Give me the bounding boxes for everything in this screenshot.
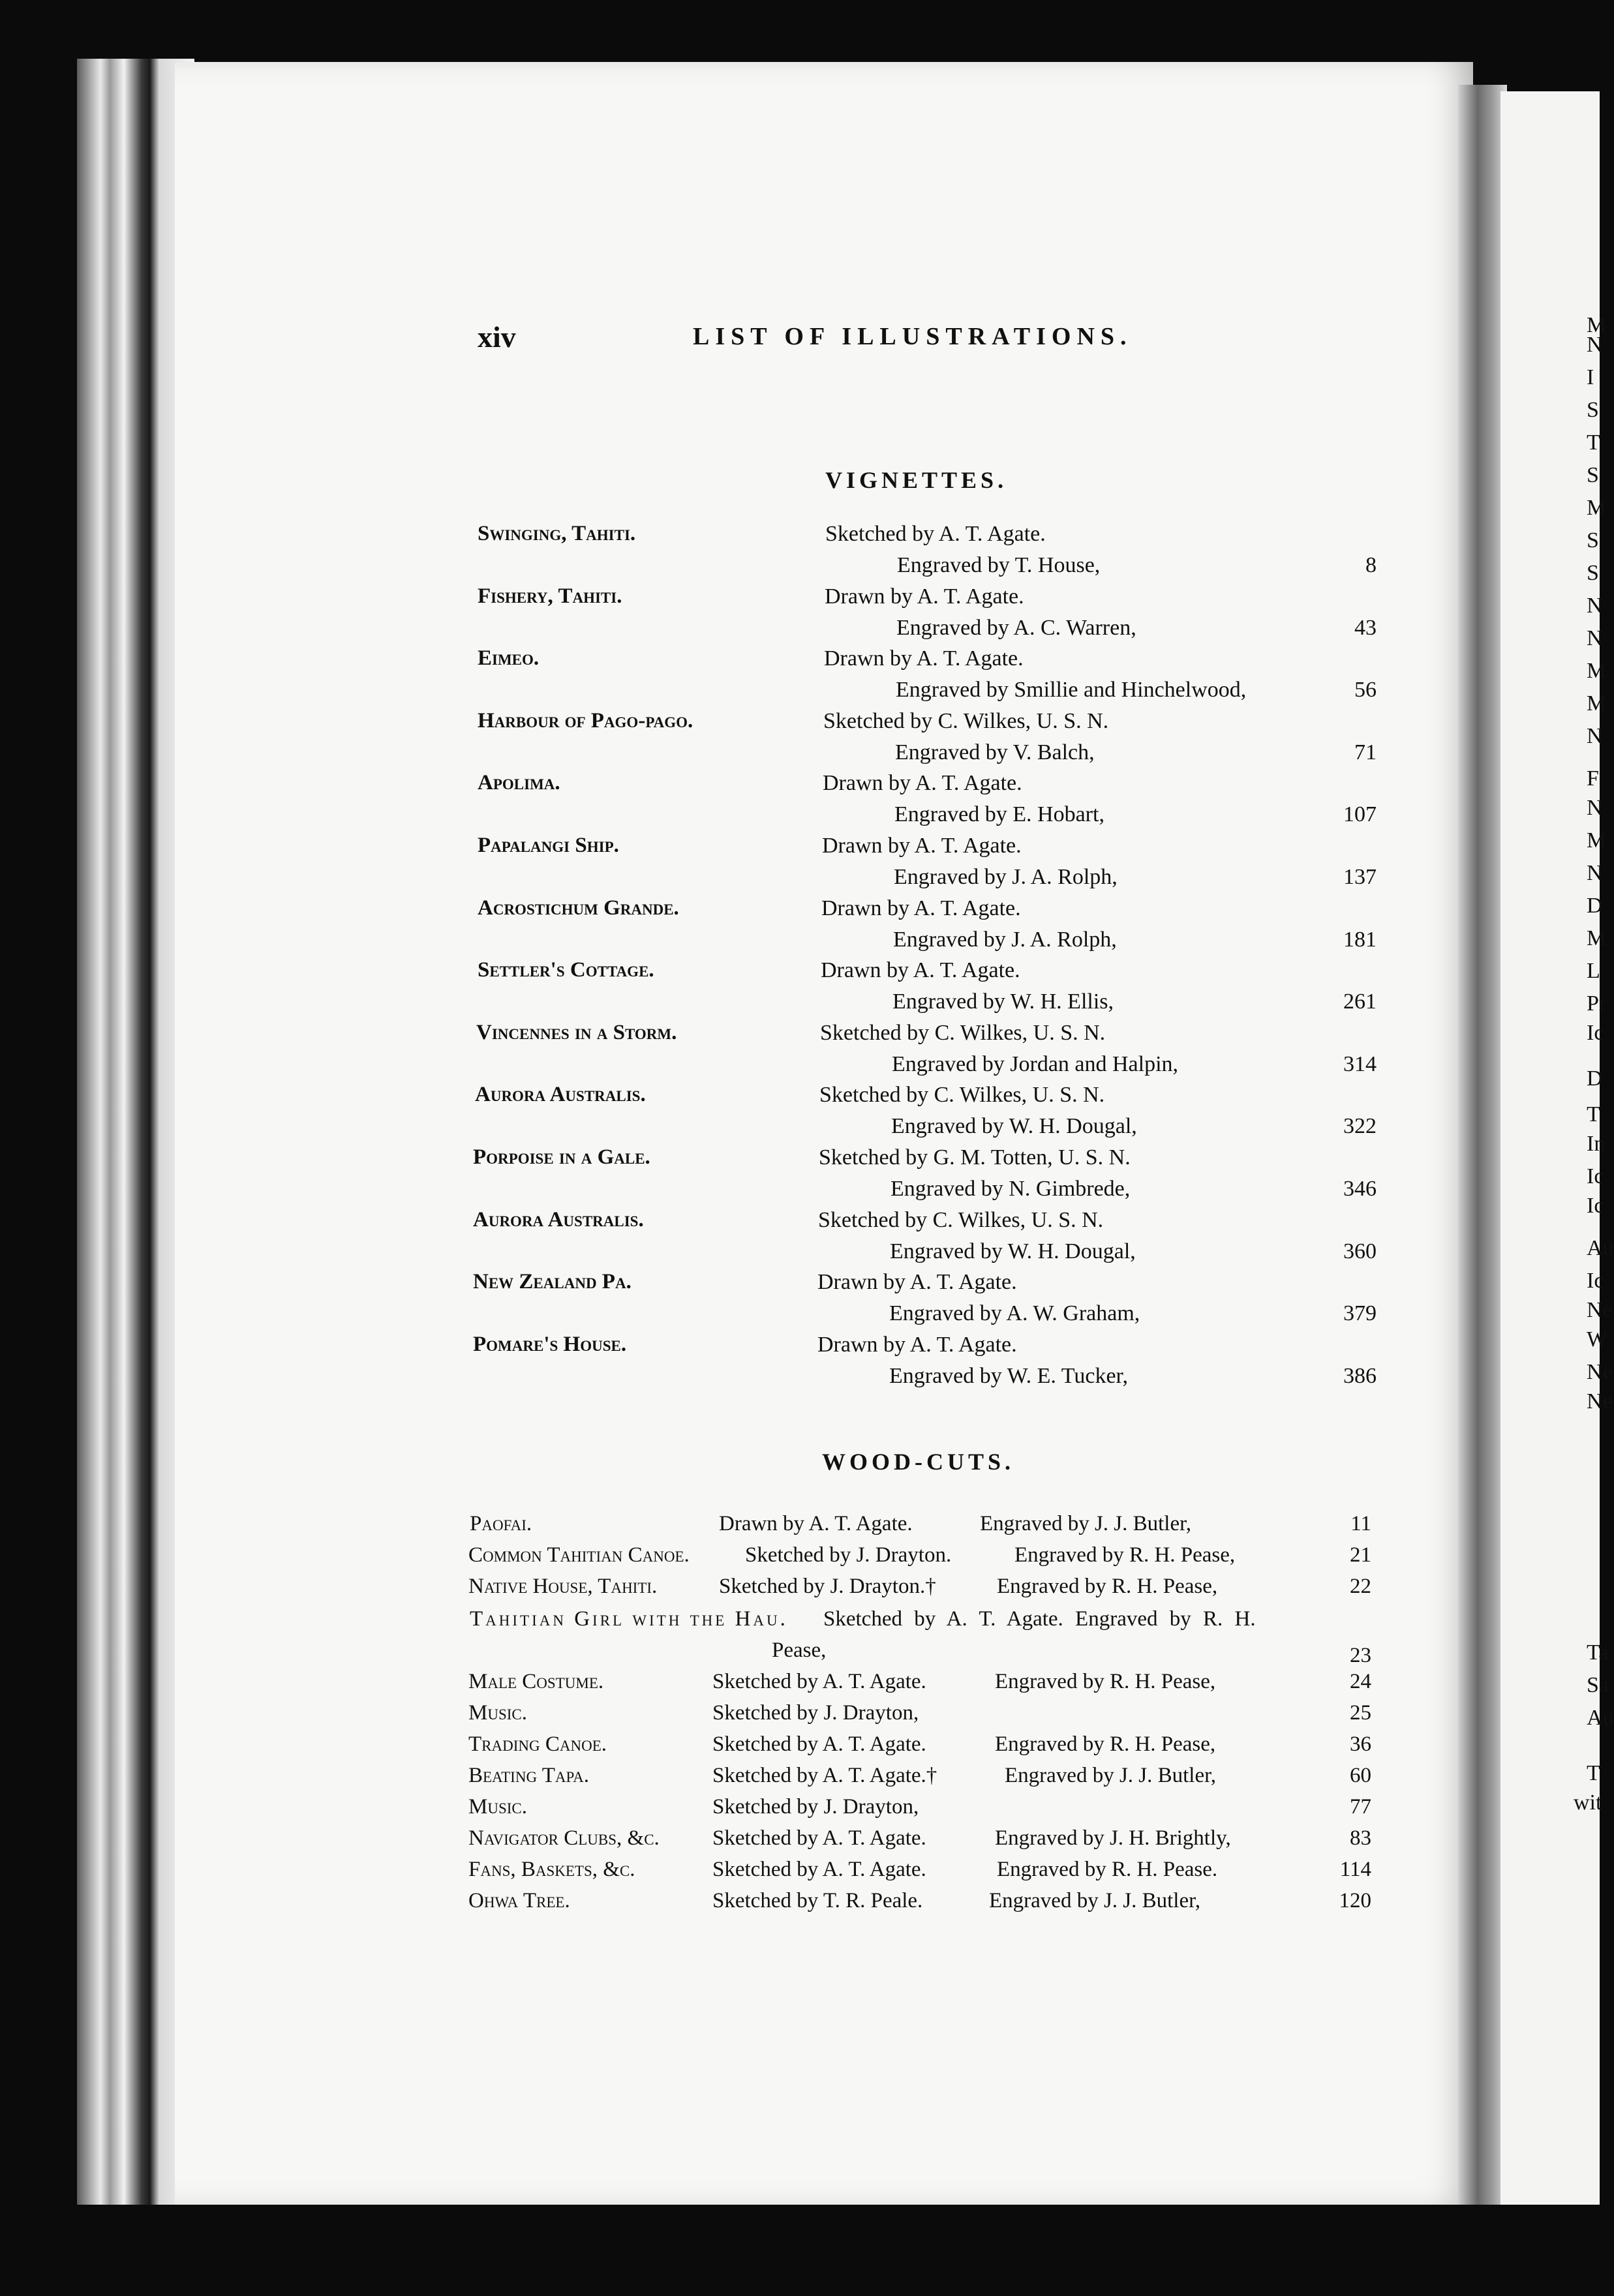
woodcut-engraver-credit: Engraved by R. H. Pease,: [995, 1732, 1216, 1756]
vignette-page: 360: [1343, 1239, 1377, 1263]
woodcut-title: Beating Tapa.: [468, 1764, 590, 1787]
vignette-title: Eimeo.: [478, 646, 540, 671]
woodcut-page: 83: [1350, 1826, 1371, 1850]
woodcut-engraver-credit: Engraved by J. J. Butler,: [989, 1889, 1201, 1912]
vignette-title: Swinging, Tahiti.: [478, 522, 636, 545]
facing-page-letter: N: [1587, 796, 1603, 820]
facing-page-letter: M: [1587, 496, 1607, 520]
woodcut-entry: [0, 1543, 1600, 1575]
woodcut-title: Male Costume.: [468, 1670, 604, 1693]
page-header: [478, 320, 1391, 359]
vignette-artist-credit: Drawn by A. T. Agate.: [824, 646, 1024, 671]
vignettes-heading: VIGNETTES.: [825, 467, 1008, 493]
vignette-artist-credit: Sketched by G. M. Totten, U. S. N.: [819, 1145, 1131, 1170]
vignette-title: Harbour of Pago-pago.: [478, 708, 693, 733]
woodcut-page: 21: [1350, 1543, 1371, 1567]
woodcut-artist-credit: Sketched by A. T. Agate.: [712, 1826, 926, 1850]
vignette-title: Aurora Australis.: [473, 1207, 644, 1231]
vignette-title: Acrostichum Grande.: [478, 896, 679, 920]
vignette-engraver-credit: Engraved by A. C. Warren,: [896, 615, 1136, 640]
facing-page-letter: D: [1587, 894, 1603, 918]
vignette-engraver-credit: Engraved by W. H. Ellis,: [892, 989, 1114, 1014]
facing-page-letter: S: [1587, 398, 1599, 422]
vignette-entry: [0, 771, 1600, 834]
vignette-engraver-credit: Engraved by T. House,: [897, 553, 1101, 577]
facing-page-letter: Ne: [1587, 1389, 1613, 1413]
facing-page-letter: D: [1587, 1066, 1603, 1091]
vignette-entry: [0, 1021, 1600, 1083]
woodcut-credit: Sketched by A. T. Agate. Engraved by R. H.: [823, 1607, 1256, 1631]
woodcut-artist-credit: Sketched by A. T. Agate.: [712, 1670, 926, 1693]
facing-page-letter: Au: [1587, 1236, 1614, 1260]
vignette-engraver-credit: Engraved by W. H. Dougal,: [890, 1239, 1136, 1263]
vignette-page: 71: [1354, 740, 1377, 764]
facing-page-letter: T: [1587, 1761, 1600, 1785]
facing-page-letter: M: [1587, 691, 1607, 716]
vignette-page: 322: [1343, 1114, 1377, 1139]
woodcut-engraver-credit: Engraved by J. H. Brightly,: [995, 1826, 1231, 1850]
vignette-artist-credit: Sketched by A. T. Agate.: [825, 522, 1046, 546]
woodcut-page: 25: [1350, 1701, 1371, 1725]
vignette-engraver-credit: Engraved by N. Gimbrede,: [891, 1177, 1131, 1201]
vignette-entry: [0, 646, 1600, 709]
facing-page-letter: M: [1587, 659, 1607, 683]
vignette-title: Apolima.: [478, 771, 560, 795]
vignette-artist-credit: Drawn by A. T. Agate.: [817, 1270, 1017, 1295]
vignette-page: 107: [1343, 802, 1377, 827]
vignette-title: Aurora Australis.: [475, 1083, 646, 1107]
woodcut-title: Tahitian Girl with the Hau.: [470, 1607, 788, 1631]
woodcut-page: 24: [1350, 1670, 1371, 1693]
vignette-entry: [0, 834, 1600, 896]
page-folio: xiv: [478, 320, 516, 354]
facing-page-letter: Ic: [1587, 1164, 1604, 1188]
woodcut-page: 11: [1350, 1512, 1371, 1535]
facing-page-letter: N: [1587, 594, 1603, 618]
woodcut-entry: [0, 1764, 1600, 1795]
vignette-engraver-credit: Engraved by Jordan and Halpin,: [892, 1051, 1179, 1076]
vignette-engraver-credit: Engraved by A. W. Graham,: [889, 1301, 1140, 1326]
vignette-page: 261: [1343, 989, 1377, 1014]
woodcut-artist-credit: Sketched by A. T. Agate.: [712, 1732, 926, 1756]
vignette-page: 8: [1365, 553, 1377, 577]
facing-page-letter: T: [1587, 430, 1600, 455]
facing-page-letter: wit: [1574, 1790, 1602, 1815]
facing-page-letter: M: [1587, 926, 1607, 950]
facing-page-letter: F: [1587, 766, 1599, 791]
facing-page-letter: W: [1587, 1327, 1608, 1352]
facing-page-letter: Ic: [1587, 1194, 1604, 1218]
woodcut-entry: [0, 1575, 1600, 1606]
woodcut-engraver-credit: Engraved by J. J. Butler,: [1005, 1764, 1217, 1787]
vignette-artist-credit: Drawn by A. T. Agate.: [823, 771, 1022, 796]
woodcut-title: Common Tahitian Canoe.: [468, 1543, 690, 1567]
vignette-entry: [0, 584, 1600, 647]
vignette-page: 137: [1343, 865, 1377, 889]
woodcut-artist-credit: Sketched by A. T. Agate.: [712, 1858, 926, 1881]
vignette-entry: [0, 1145, 1600, 1208]
facing-page-letter: Ne: [1587, 1360, 1613, 1384]
facing-page-letter: M: [1587, 828, 1607, 853]
woodcut-title: Navigator Clubs, &c.: [468, 1826, 660, 1850]
woodcut-title: Music.: [468, 1795, 527, 1819]
woodcut-title: Trading Canoe.: [468, 1732, 607, 1756]
vignette-artist-credit: Drawn by A. T. Agate.: [822, 834, 1022, 858]
vignette-title: Fishery, Tahiti.: [478, 584, 622, 608]
woodcut-entry: [0, 1732, 1600, 1764]
facing-page-letter: T: [1587, 1102, 1600, 1126]
vignette-artist-credit: Sketched by C. Wilkes, U. S. N.: [820, 1020, 1106, 1045]
woodcut-artist-credit: Sketched by J. Drayton.: [745, 1543, 952, 1567]
woodcut-credit-continued: Pease,: [772, 1639, 827, 1662]
facing-page-letter: Sa: [1587, 1673, 1609, 1697]
woodcut-page: 22: [1350, 1575, 1371, 1598]
vignette-title: New Zealand Pa.: [473, 1270, 632, 1294]
woodcut-title: Fans, Baskets, &c.: [468, 1858, 635, 1881]
woodcut-artist-credit: Drawn by A. T. Agate.: [719, 1512, 913, 1535]
facing-page-letter: N: [1587, 861, 1603, 885]
facing-page-letter: Au: [1587, 1706, 1614, 1730]
facing-page-letter: In: [1587, 1132, 1606, 1156]
vignette-engraver-credit: Engraved by V. Balch,: [895, 740, 1095, 764]
facing-page-letter: S: [1587, 528, 1599, 552]
woodcuts-heading: WOOD-CUTS.: [822, 1449, 1015, 1475]
woodcut-entry: [0, 1512, 1600, 1543]
woodcut-entry: [0, 1795, 1600, 1826]
facing-page-letter: I: [1587, 365, 1594, 389]
vignette-page: 314: [1343, 1051, 1377, 1076]
woodcut-title: Native House, Tahiti.: [468, 1575, 658, 1598]
woodcut-page: 36: [1350, 1732, 1371, 1756]
vignette-page: 386: [1343, 1363, 1377, 1388]
woodcut-page: 23: [1350, 1644, 1371, 1667]
facing-page-letter: Ic: [1587, 1021, 1604, 1045]
vignette-entry: [0, 1270, 1600, 1333]
facing-page-letter: M: [1587, 313, 1607, 337]
facing-page-letter: Ta: [1587, 1640, 1609, 1665]
woodcut-page: 114: [1339, 1858, 1371, 1881]
woodcut-entry: [0, 1701, 1600, 1732]
vignette-page: 181: [1343, 927, 1377, 952]
running-title: LIST OF ILLUSTRATIONS.: [693, 323, 1133, 350]
vignette-title: Papalangi Ship.: [478, 834, 619, 857]
woodcut-entry: [0, 1670, 1600, 1701]
vignette-entry: [0, 896, 1600, 959]
vignette-title: Settler's Cottage.: [478, 958, 654, 982]
vignette-engraver-credit: Engraved by J. A. Rolph,: [894, 865, 1118, 889]
vignette-entry: [0, 709, 1600, 772]
woodcut-artist-credit: Sketched by J. Drayton.†: [719, 1575, 936, 1598]
woodcut-engraver-credit: Engraved by R. H. Pease,: [995, 1670, 1216, 1693]
vignette-entry: [0, 522, 1600, 584]
vignette-page: 346: [1343, 1177, 1377, 1201]
woodcut-entry: [0, 1889, 1600, 1920]
woodcut-engraver-credit: Engraved by R. H. Pease,: [1014, 1543, 1236, 1567]
woodcut-entry-tahitian-girl: [0, 1607, 1600, 1672]
vignette-entry: [0, 958, 1600, 1021]
vignette-entry: [0, 1083, 1600, 1145]
woodcut-entry: [0, 1826, 1600, 1858]
vignette-entry: [0, 1208, 1600, 1271]
vignette-page: 379: [1343, 1301, 1377, 1326]
woodcut-title: Ohwa Tree.: [468, 1889, 570, 1912]
woodcut-engraver-credit: Engraved by R. H. Pease.: [997, 1858, 1218, 1881]
vignette-artist-credit: Sketched by C. Wilkes, U. S. N.: [819, 1083, 1105, 1108]
facing-page-letter: S: [1587, 561, 1599, 585]
woodcut-page: 120: [1339, 1889, 1371, 1912]
woodcut-artist-credit: Sketched by J. Drayton,: [712, 1795, 919, 1819]
woodcut-title: Paofai.: [470, 1512, 532, 1535]
woodcut-title: Music.: [468, 1701, 527, 1725]
facing-page-letter: Ne: [1587, 1298, 1613, 1322]
facing-page-letter: Pr: [1587, 991, 1607, 1016]
woodcut-engraver-credit: Engraved by R. H. Pease,: [997, 1575, 1218, 1598]
facing-page-letter: N: [1587, 626, 1603, 650]
facing-page-letter: N: [1587, 333, 1603, 357]
vignette-artist-credit: Sketched by C. Wilkes, U. S. N.: [823, 708, 1109, 733]
woodcut-artist-credit: Sketched by T. R. Peale.: [712, 1889, 923, 1912]
vignette-entry: [0, 1333, 1600, 1395]
facing-page-letter: L: [1587, 959, 1600, 983]
vignette-engraver-credit: Engraved by W. H. Dougal,: [891, 1114, 1137, 1139]
woodcut-artist-credit: Sketched by J. Drayton,: [712, 1701, 919, 1725]
woodcut-page: 77: [1350, 1795, 1371, 1819]
vignette-artist-credit: Drawn by A. T. Agate.: [821, 958, 1020, 983]
vignette-artist-credit: Sketched by C. Wilkes, U. S. N.: [818, 1207, 1104, 1232]
woodcut-entry: [0, 1858, 1600, 1889]
woodcut-page: 60: [1350, 1764, 1371, 1787]
woodcut-artist-credit: Sketched by A. T. Agate.†: [712, 1764, 937, 1787]
facing-page-letter: Ic: [1587, 1269, 1604, 1293]
vignette-page: 56: [1354, 678, 1377, 702]
facing-page-letter: N: [1587, 724, 1603, 748]
vignette-engraver-credit: Engraved by W. E. Tucker,: [889, 1363, 1128, 1388]
vignette-title: Pomare's House.: [473, 1332, 627, 1356]
vignette-engraver-credit: Engraved by Smillie and Hinchelwood,: [896, 678, 1247, 702]
facing-page-letter: S: [1587, 463, 1599, 487]
vignette-artist-credit: Drawn by A. T. Agate.: [825, 584, 1024, 609]
vignette-title: Vincennes in a Storm.: [476, 1020, 677, 1044]
vignette-title: Porpoise in a Gale.: [473, 1145, 650, 1169]
vignette-engraver-credit: Engraved by E. Hobart,: [894, 802, 1104, 827]
vignette-engraver-credit: Engraved by J. A. Rolph,: [893, 927, 1117, 952]
vignette-artist-credit: Drawn by A. T. Agate.: [817, 1332, 1017, 1357]
vignette-artist-credit: Drawn by A. T. Agate.: [821, 896, 1021, 920]
vignette-page: 43: [1354, 615, 1377, 640]
woodcut-engraver-credit: Engraved by J. J. Butler,: [980, 1512, 1192, 1535]
